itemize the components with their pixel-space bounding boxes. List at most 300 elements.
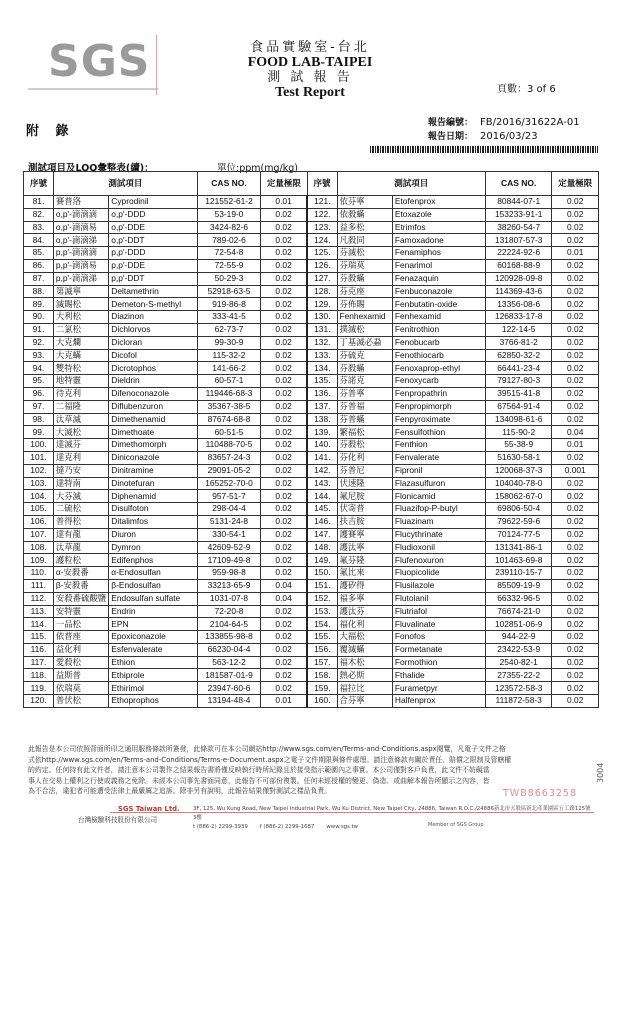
loq-value: 0.001: [552, 464, 599, 477]
item-cn: 安特靈: [53, 605, 108, 618]
table-row: [24, 528, 599, 541]
row-no: 152.: [307, 592, 337, 605]
item-cn: 芬硫克: [337, 349, 392, 362]
cas-no: 79622-59-6: [485, 515, 551, 528]
cas-no: 62850-32-2: [485, 349, 551, 362]
table-row: [24, 196, 599, 209]
row-no: 142.: [307, 464, 337, 477]
row-no: 109.: [24, 554, 54, 567]
cas-no: 165252-70-0: [197, 477, 260, 490]
table-row: [24, 631, 599, 644]
table-row: [24, 298, 599, 311]
table-body: [24, 196, 599, 708]
item-en: Esfenvalerate: [109, 643, 198, 656]
item-en: p,p'-DDT: [109, 272, 198, 285]
report-date: 2016/03/23: [480, 131, 538, 142]
item-cn: 護汰寧: [337, 541, 392, 554]
col-header-no: 序號: [307, 172, 337, 196]
loq-value: 0.02: [552, 298, 599, 311]
row-no: 98.: [24, 413, 54, 426]
item-en: o,p'-DDD: [109, 208, 198, 221]
loq-value: 0.02: [261, 643, 308, 656]
cas-no: 158062-67-0: [485, 490, 551, 503]
item-cn: 依殺蟎: [337, 208, 392, 221]
item-cn: 大福松: [337, 631, 392, 644]
loq-value: 0.01: [552, 439, 599, 452]
report-date-label: 報告日期：: [428, 132, 474, 142]
page-number: 頁數：3 of 6: [497, 84, 556, 95]
company-name-en: SGS Taiwan Ltd.: [118, 805, 180, 813]
logo-divider: [156, 35, 157, 95]
item-en: Fluazinam: [392, 515, 485, 528]
item-en: Fludioxonil: [392, 541, 485, 554]
cas-no: 80844-07-1: [485, 196, 551, 209]
item-cn: 伏速隆: [337, 477, 392, 490]
item-en: Dinitramine: [109, 464, 198, 477]
report-title-en: Test Report: [275, 85, 345, 100]
item-en: Diniconazole: [109, 451, 198, 464]
loq-value: 0.02: [261, 285, 308, 298]
loq-value: 0.02: [552, 669, 599, 682]
item-en: Fenvalerate: [392, 451, 485, 464]
item-cn: o,p'-滴滴易: [53, 221, 108, 234]
table-row: [24, 336, 599, 349]
item-cn: 芬瑞莫: [337, 259, 392, 272]
loq-value: 0.02: [261, 554, 308, 567]
row-no: 131.: [307, 323, 337, 336]
row-no: 82.: [24, 208, 54, 221]
item-en: Fluazifop-P-butyl: [392, 503, 485, 516]
item-en: Fenhexamid: [392, 311, 485, 324]
row-no: 132.: [307, 336, 337, 349]
item-cn: p,p'-滴滴涕: [53, 272, 108, 285]
item-en: Dicloran: [109, 336, 198, 349]
item-en: Dinotefuran: [109, 477, 198, 490]
loq-value: 0.02: [552, 311, 599, 324]
loq-value: 0.02: [552, 285, 599, 298]
row-no: 148.: [307, 541, 337, 554]
item-cn: o,p'-滴滴滴: [53, 208, 108, 221]
cas-no: 69806-50-4: [485, 503, 551, 516]
cas-no: 22224-92-6: [485, 247, 551, 260]
loq-value: 0.02: [552, 631, 599, 644]
item-en: Fonofos: [392, 631, 485, 644]
table-row: [24, 285, 599, 298]
item-en: Formetanate: [392, 643, 485, 656]
row-no: 114.: [24, 618, 54, 631]
table-row: [24, 515, 599, 528]
item-en: Formothion: [392, 656, 485, 669]
loq-value: 0.02: [261, 605, 308, 618]
cas-no: 29091-05-2: [197, 464, 260, 477]
row-no: 125.: [307, 247, 337, 260]
barcode: [370, 146, 598, 153]
row-no: 122.: [307, 208, 337, 221]
item-en: Dicrotophos: [109, 362, 198, 375]
cas-no: 39515-41-8: [485, 387, 551, 400]
item-cn: Fenhexamid: [337, 311, 392, 324]
row-no: 147.: [307, 528, 337, 541]
loq-value: 0.02: [552, 656, 599, 669]
table-row: [24, 208, 599, 221]
loq-value: 0.02: [261, 323, 308, 336]
item-en: Epoxiconazole: [109, 631, 198, 644]
row-no: 156.: [307, 643, 337, 656]
loq-value: 0.02: [552, 605, 599, 618]
row-no: 158.: [307, 669, 337, 682]
item-cn: 益多松: [337, 221, 392, 234]
table-unit: 單位:ppm(mg/kg): [217, 163, 298, 174]
row-no: 87.: [24, 272, 54, 285]
row-no: 160.: [307, 695, 337, 708]
item-en: Ethoprophos: [109, 695, 198, 708]
loq-value: 0.02: [261, 451, 308, 464]
item-cn: 伏寄普: [337, 503, 392, 516]
loq-value: 0.02: [552, 618, 599, 631]
item-cn: 芬滅松: [337, 247, 392, 260]
item-cn: 福化利: [337, 618, 392, 631]
table-row: [24, 618, 599, 631]
phone: t (886-2) 2299-3939: [193, 824, 248, 830]
item-en: Fenpropathrin: [392, 387, 485, 400]
item-cn: 達有龍: [53, 528, 108, 541]
row-no: 157.: [307, 656, 337, 669]
company-name-cn: 台灣檢驗科技股份有限公司: [78, 816, 158, 824]
cas-no: 123572-58-3: [485, 682, 551, 695]
row-no: 108.: [24, 541, 54, 554]
cas-no: 23947-60-6: [197, 682, 260, 695]
item-cn: 芬普寧: [337, 387, 392, 400]
item-en: Ethiprole: [109, 669, 198, 682]
item-cn: 撻乃安: [53, 464, 108, 477]
table-row: [24, 490, 599, 503]
loq-table: [23, 171, 599, 708]
row-no: 113.: [24, 605, 54, 618]
item-en: Fenbutatin-oxide: [392, 298, 485, 311]
row-no: 90.: [24, 311, 54, 324]
item-cn: 護賽寧: [337, 528, 392, 541]
item-en: Dimethenamid: [109, 413, 198, 426]
loq-value: 0.02: [552, 362, 599, 375]
row-no: 126.: [307, 259, 337, 272]
item-en: Disulfoton: [109, 503, 198, 516]
address-text: 3F, 125, Wu Kung Road, New Taipei Industrial Park, Wu Ku District, New Taipei City, 24886, Taiwan R.O.C./24886新北市五股區新北產業園區五工路125號3樓: [193, 806, 591, 821]
lab-name-en: FOOD LAB-TAIPEI: [247, 55, 373, 70]
table-row: [24, 567, 599, 580]
loq-value: 0.02: [261, 298, 308, 311]
row-no: 128.: [307, 285, 337, 298]
loq-value: 0.02: [261, 259, 308, 272]
cas-no: 3766-81-2: [485, 336, 551, 349]
appendix-title: 附 錄: [26, 124, 75, 139]
cas-no: 72-54-8: [197, 247, 260, 260]
table-row: [24, 311, 599, 324]
member-note: Member of SGS Group: [428, 822, 484, 828]
lab-name-cn: 食品實驗室-台北: [250, 40, 370, 55]
row-no: 159.: [307, 682, 337, 695]
item-cn: 芬殺蟎: [337, 362, 392, 375]
table-row: [24, 669, 599, 682]
table-row: [24, 362, 599, 375]
row-no: 133.: [307, 349, 337, 362]
row-no: 136.: [307, 387, 337, 400]
loq-value: 0.02: [261, 247, 308, 260]
row-no: 92.: [24, 336, 54, 349]
item-en: Ethion: [109, 656, 198, 669]
item-cn: 雙特松: [53, 362, 108, 375]
item-cn: 二福隆: [53, 400, 108, 413]
row-no: 89.: [24, 298, 54, 311]
row-no: 101.: [24, 451, 54, 464]
loq-value: 0.04: [261, 579, 308, 592]
loq-value: 0.01: [552, 247, 599, 260]
table-row: [24, 426, 599, 439]
cas-no: 330-54-1: [197, 528, 260, 541]
row-no: 106.: [24, 515, 54, 528]
item-cn: α-安殺番: [53, 567, 108, 580]
loq-value: 0.02: [552, 196, 599, 209]
fax: f (886-2) 2299-1687: [259, 824, 315, 830]
row-no: 134.: [307, 362, 337, 375]
cas-no: 76674-21-0: [485, 605, 551, 618]
row-no: 118.: [24, 669, 54, 682]
cas-no: 101463-69-8: [485, 554, 551, 567]
cas-no: 23422-53-9: [485, 643, 551, 656]
loq-value: 0.02: [261, 528, 308, 541]
item-en: Fenazaquin: [392, 272, 485, 285]
item-cn: 氟芬隆: [337, 554, 392, 567]
item-cn: 賽普洛: [53, 196, 108, 209]
table-row: [24, 592, 599, 605]
loq-value: 0.02: [261, 464, 308, 477]
loq-value: 0.02: [261, 362, 308, 375]
disclaimer-line: 為不合法，違犯者可能遭受法律上最嚴厲之追訴。除非另有說明，此報告結果僅對測試之樣品負責。: [28, 787, 332, 795]
cas-no: 67564-91-4: [485, 400, 551, 413]
table-row: [24, 682, 599, 695]
item-cn: 合芬寧: [337, 695, 392, 708]
item-en: Endrin: [109, 605, 198, 618]
cas-no: 239110-15-7: [485, 567, 551, 580]
loq-value: 0.02: [261, 375, 308, 388]
cas-no: 111872-58-3: [485, 695, 551, 708]
row-no: 146.: [307, 515, 337, 528]
item-cn: 芬普尼: [337, 464, 392, 477]
item-en: Fluvalinate: [392, 618, 485, 631]
item-en: Fenpropimorph: [392, 400, 485, 413]
loq-value: 0.02: [552, 323, 599, 336]
row-no: 81.: [24, 196, 54, 209]
item-cn: 護粒松: [53, 554, 108, 567]
row-no: 130.: [307, 311, 337, 324]
row-no: 151.: [307, 579, 337, 592]
loq-value: 0.02: [261, 272, 308, 285]
item-en: Fthalide: [392, 669, 485, 682]
item-cn: 福拉比: [337, 682, 392, 695]
cas-no: 52918-63-5: [197, 285, 260, 298]
item-cn: 芬殺松: [337, 439, 392, 452]
item-cn: 汰草龍: [53, 541, 108, 554]
row-no: 119.: [24, 682, 54, 695]
loq-value: 0.02: [552, 579, 599, 592]
table-row: [24, 259, 599, 272]
row-no: 143.: [307, 477, 337, 490]
cas-no: 110488-70-5: [197, 439, 260, 452]
table-row: [24, 272, 599, 285]
row-no: 124.: [307, 234, 337, 247]
item-cn: 芬克座: [337, 285, 392, 298]
contact-line: [193, 823, 593, 832]
row-no: 85.: [24, 247, 54, 260]
item-en: Edifenphos: [109, 554, 198, 567]
col-header-loq: 定量極限: [261, 172, 308, 196]
item-en: Flufenoxuron: [392, 554, 485, 567]
cas-no: 50-29-3: [197, 272, 260, 285]
item-cn: 護汰芬: [337, 605, 392, 618]
loq-value: 0.02: [552, 541, 599, 554]
cas-no: 944-22-9: [485, 631, 551, 644]
item-en: p,p'-DDE: [109, 259, 198, 272]
item-en: Dimethomorph: [109, 439, 198, 452]
item-cn: p,p'-滴滴滴: [53, 247, 108, 260]
cas-no: 131807-57-3: [485, 234, 551, 247]
item-en: Dieldrin: [109, 375, 198, 388]
report-title-cn: 測 試 報 告: [267, 70, 353, 85]
loq-value: 0.02: [552, 592, 599, 605]
disclaimer-line: 的約定。任何持有此文件者，請注意本公司製作之結果報告書將僅反映執行時所紀錄且於接受指示範圍內之事實。本公司僅對客戶負責，此文件不妨礙當: [28, 766, 490, 774]
cas-no: 2540-82-1: [485, 656, 551, 669]
row-no: 139.: [307, 426, 337, 439]
item-cn: 大克蟎: [53, 349, 108, 362]
loq-value: 0.02: [552, 567, 599, 580]
disclaimer-line: 事人在交易上權利之行使或義務之免除。未經本公司事先書面同意，此報告不可部份複製。任何未經授權的變更、偽造、或曲解本報告所顯示之內容，皆: [28, 776, 490, 785]
cas-no: 17109-49-8: [197, 554, 260, 567]
item-cn: 福木松: [337, 656, 392, 669]
loq-value: 0.02: [261, 490, 308, 503]
table-row: [24, 579, 599, 592]
cas-no: 35367-38-5: [197, 400, 260, 413]
cas-no: 133855-98-8: [197, 631, 260, 644]
row-no: 99.: [24, 426, 54, 439]
row-no: 116.: [24, 643, 54, 656]
item-en: Fenamiphos: [392, 247, 485, 260]
cas-no: 70124-77-5: [485, 528, 551, 541]
loq-value: 0.02: [552, 259, 599, 272]
row-no: 112.: [24, 592, 54, 605]
item-en: Difenoconazole: [109, 387, 198, 400]
loq-value: 0.02: [261, 439, 308, 452]
cas-no: 13356-08-6: [485, 298, 551, 311]
row-no: 141.: [307, 451, 337, 464]
loq-value: 0.02: [552, 349, 599, 362]
item-en: Flonicamid: [392, 490, 485, 503]
loq-value: 0.02: [261, 682, 308, 695]
item-cn: 達特南: [53, 477, 108, 490]
table-row: [24, 464, 599, 477]
col-header-item: 測試項目: [53, 172, 197, 196]
item-en: Ditalimfos: [109, 515, 198, 528]
row-no: 83.: [24, 221, 54, 234]
table-row: [24, 349, 599, 362]
loq-value: 0.01: [261, 196, 308, 209]
item-cn: 大滅松: [53, 426, 108, 439]
item-en: Fenoxaprop-ethyl: [392, 362, 485, 375]
cas-no: 131341-86-1: [485, 541, 551, 554]
item-cn: 大利松: [53, 311, 108, 324]
website: www.sgs.tw: [326, 824, 359, 830]
cas-no: 104040-78-0: [485, 477, 551, 490]
cas-no: 957-51-7: [197, 490, 260, 503]
item-cn: 益斯普: [53, 669, 108, 682]
item-en: α-Endosulfan: [109, 567, 198, 580]
cas-no: 66441-23-4: [485, 362, 551, 375]
item-cn: p,p'-滴滴易: [53, 259, 108, 272]
table-row: [24, 554, 599, 567]
item-cn: 大克爛: [53, 336, 108, 349]
row-no: 149.: [307, 554, 337, 567]
item-en: Fenitrothion: [392, 323, 485, 336]
item-cn: 繁福松: [337, 426, 392, 439]
cas-no: 563-12-2: [197, 656, 260, 669]
cas-no: 99-30-9: [197, 336, 260, 349]
table-row: [24, 656, 599, 669]
item-cn: 芬諾克: [337, 375, 392, 388]
loq-value: 0.02: [261, 234, 308, 247]
loq-value: 0.04: [552, 426, 599, 439]
loq-value: 0.02: [552, 682, 599, 695]
loq-value: 0.02: [552, 451, 599, 464]
item-cn: 護矽得: [337, 579, 392, 592]
loq-value: 0.02: [261, 208, 308, 221]
cas-no: 72-20-8: [197, 605, 260, 618]
row-no: 93.: [24, 349, 54, 362]
item-en: Diuron: [109, 528, 198, 541]
item-cn: 二氯松: [53, 323, 108, 336]
row-no: 103.: [24, 477, 54, 490]
cas-no: 5131-24-8: [197, 515, 260, 528]
cas-no: 33213-65-9: [197, 579, 260, 592]
item-cn: 熱必斯: [337, 669, 392, 682]
cas-no: 134098-61-6: [485, 413, 551, 426]
cas-no: 51630-58-1: [485, 451, 551, 464]
item-en: Cyprodinil: [109, 196, 198, 209]
cas-no: 120068-37-3: [485, 464, 551, 477]
item-en: Fenoxycarb: [392, 375, 485, 388]
loq-value: 0.02: [261, 631, 308, 644]
loq-value: 0.01: [261, 695, 308, 708]
loq-value: 0.02: [552, 477, 599, 490]
loq-value: 0.02: [261, 311, 308, 324]
serial-number: TWB8663258: [503, 788, 578, 799]
cas-no: 298-04-4: [197, 503, 260, 516]
item-en: Dichlorvos: [109, 323, 198, 336]
report-heading: [180, 40, 440, 100]
item-en: Fenbuconazole: [392, 285, 485, 298]
item-en: Fenobucarb: [392, 336, 485, 349]
item-en: o,p'-DDE: [109, 221, 198, 234]
loq-value: 0.02: [261, 426, 308, 439]
row-no: 84.: [24, 234, 54, 247]
row-no: 110.: [24, 567, 54, 580]
report-meta: [428, 116, 580, 144]
cas-no: 27355-22-2: [485, 669, 551, 682]
item-cn: 愛殺松: [53, 656, 108, 669]
loq-value: 0.02: [552, 221, 599, 234]
row-no: 91.: [24, 323, 54, 336]
item-cn: 滅賜松: [53, 298, 108, 311]
cas-no: 119446-68-3: [197, 387, 260, 400]
item-cn: 普得松: [53, 515, 108, 528]
item-cn: 二硫松: [53, 503, 108, 516]
